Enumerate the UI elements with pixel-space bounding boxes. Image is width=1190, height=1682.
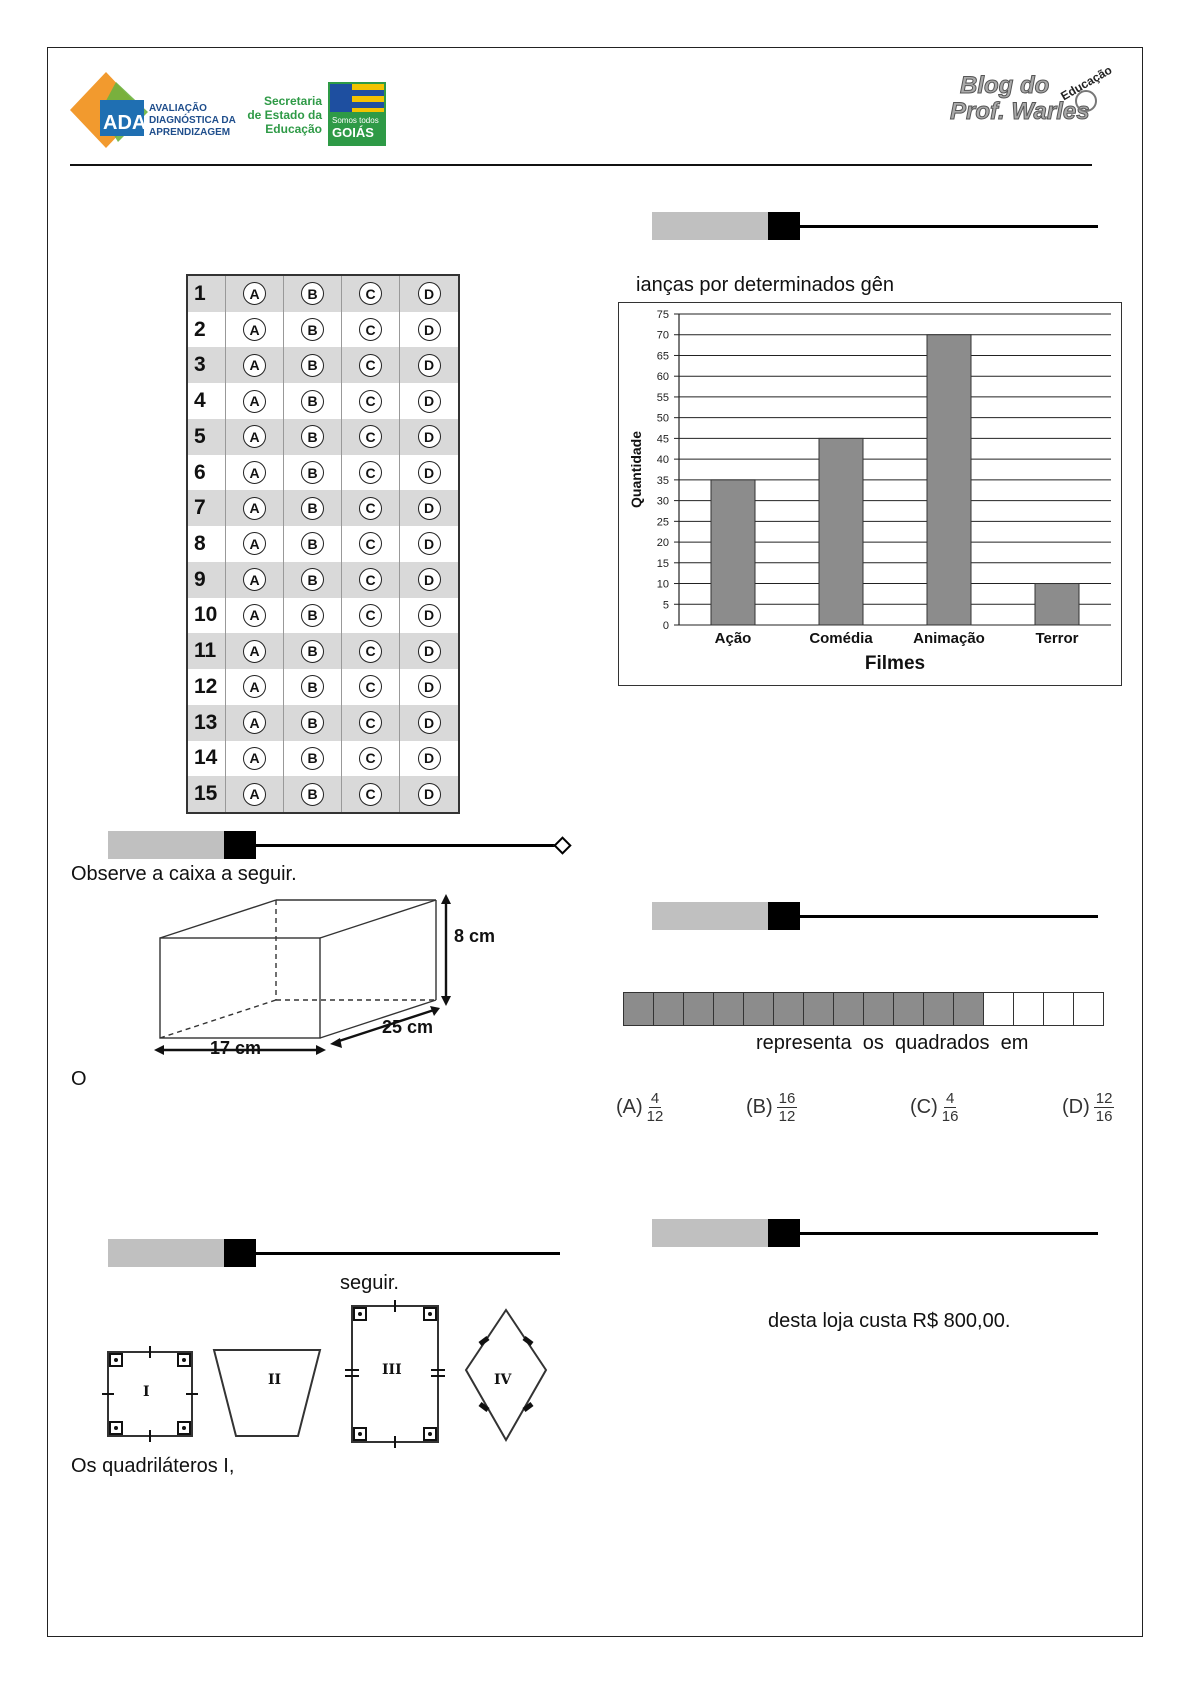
answer-cell <box>226 776 284 812</box>
answer-bubble-d[interactable]: D <box>418 354 441 377</box>
blog-logo <box>950 62 1120 132</box>
shaded-square <box>803 992 834 1026</box>
answer-bubble-c[interactable]: C <box>359 568 382 591</box>
secretaria-line-3: Educação <box>265 122 322 136</box>
answer-bubble-d[interactable]: D <box>418 390 441 413</box>
answer-row-number: 1 <box>188 276 226 312</box>
shaded-square <box>893 992 924 1026</box>
answer-bubble-d[interactable]: D <box>418 747 441 770</box>
answer-row-number: 7 <box>188 490 226 526</box>
option-a-label: (A) <box>616 1096 643 1118</box>
empty-square <box>1073 992 1104 1026</box>
answer-bubble-d[interactable]: D <box>418 675 441 698</box>
answer-cell <box>400 598 458 634</box>
answer-row <box>188 741 458 777</box>
shaded-square <box>773 992 804 1026</box>
secretaria-line-2: de Estado da <box>247 108 322 122</box>
answer-bubble-a[interactable]: A <box>243 282 266 305</box>
y-tick-label: 5 <box>662 599 669 612</box>
answer-row-number: 5 <box>188 419 226 455</box>
option-c[interactable] <box>910 1090 958 1125</box>
answer-bubble-b[interactable]: B <box>301 675 324 698</box>
answer-row <box>188 526 458 562</box>
globe-icon <box>1075 90 1097 112</box>
answer-cell <box>284 598 342 634</box>
box-figure <box>150 892 510 1062</box>
box-after: O <box>71 1068 87 1090</box>
answer-bubble-c[interactable]: C <box>359 604 382 627</box>
answer-cell <box>342 741 400 777</box>
answer-cell <box>284 383 342 419</box>
answer-cell <box>226 562 284 598</box>
answer-cell <box>226 490 284 526</box>
answer-cell <box>226 383 284 419</box>
ada-text-2: DIAGNÓSTICA DA <box>149 115 236 126</box>
answer-cell <box>342 633 400 669</box>
answer-cell <box>226 419 284 455</box>
bar-comédia <box>819 438 863 625</box>
y-tick-label: 70 <box>656 329 669 342</box>
question-header-bar <box>108 1239 560 1267</box>
quad-label-3: III <box>382 1362 402 1378</box>
answer-cell <box>226 276 284 312</box>
answer-row <box>188 276 458 312</box>
quad-after: Os quadriláteros I, <box>71 1455 235 1477</box>
y-tick-label: 20 <box>656 537 669 550</box>
answer-cell <box>400 562 458 598</box>
x-tick-label: Ação <box>714 630 752 647</box>
answer-cell <box>284 669 342 705</box>
answer-cell <box>400 276 458 312</box>
option-b-num: 16 <box>778 1090 796 1107</box>
answer-row-number: 14 <box>188 741 226 777</box>
y-tick-label: 30 <box>656 495 669 508</box>
empty-square <box>1043 992 1074 1026</box>
answer-bubble-d[interactable]: D <box>418 568 441 591</box>
answer-bubble-c[interactable]: C <box>359 497 382 520</box>
answer-row <box>188 347 458 383</box>
option-d-den: 16 <box>1095 1108 1113 1125</box>
blog-tag: Educação <box>1058 62 1115 104</box>
answer-bubble-c[interactable]: C <box>359 532 382 555</box>
answer-row-number: 3 <box>188 347 226 383</box>
box-dim-depth: 25 cm <box>382 1017 434 1037</box>
header-rule <box>70 164 1092 166</box>
answer-grid <box>186 274 460 814</box>
box-intro: Observe a caixa a seguir. <box>71 863 297 885</box>
answer-row-number: 11 <box>188 633 226 669</box>
answer-row <box>188 455 458 491</box>
answer-cell <box>284 347 342 383</box>
answer-cell <box>284 419 342 455</box>
fraction-squares <box>623 992 1125 1026</box>
answer-cell <box>400 455 458 491</box>
answer-cell <box>400 312 458 348</box>
answer-row-number: 12 <box>188 669 226 705</box>
secretaria-text <box>238 94 322 136</box>
ada-text-3: APRENDIZAGEM <box>149 127 231 138</box>
shaded-square <box>713 992 744 1026</box>
answer-bubble-c[interactable]: C <box>359 461 382 484</box>
answer-row <box>188 776 458 812</box>
answer-cell <box>284 276 342 312</box>
answer-bubble-d[interactable]: D <box>418 497 441 520</box>
shaded-square <box>923 992 954 1026</box>
y-tick-label: 40 <box>656 454 669 467</box>
answer-bubble-a[interactable]: A <box>243 640 266 663</box>
bar-animação <box>927 335 971 625</box>
answer-bubble-a[interactable]: A <box>243 568 266 591</box>
answer-cell <box>342 347 400 383</box>
ada-text-1: AVALIAÇÃO <box>149 103 207 114</box>
answer-cell <box>226 526 284 562</box>
answer-row <box>188 633 458 669</box>
answer-cell <box>342 562 400 598</box>
answer-cell <box>284 526 342 562</box>
answer-bubble-c[interactable]: C <box>359 640 382 663</box>
answer-bubble-b[interactable]: B <box>301 497 324 520</box>
answer-row <box>188 562 458 598</box>
answer-bubble-c[interactable]: C <box>359 675 382 698</box>
shaded-square <box>623 992 654 1026</box>
answer-row <box>188 490 458 526</box>
y-tick-label: 10 <box>656 578 669 591</box>
answer-bubble-a[interactable]: A <box>243 318 266 341</box>
option-b-den: 12 <box>778 1108 796 1125</box>
answer-bubble-c[interactable]: C <box>359 747 382 770</box>
answer-bubble-c[interactable]: C <box>359 711 382 734</box>
bar-ação <box>711 480 755 625</box>
chart-intro: ianças por determinados gên <box>636 274 894 296</box>
shaded-square <box>833 992 864 1026</box>
goias-logo <box>328 82 386 146</box>
answer-bubble-b[interactable]: B <box>301 604 324 627</box>
answer-bubble-c[interactable]: C <box>359 282 382 305</box>
option-a-num: 4 <box>650 1090 660 1107</box>
answer-cell <box>400 741 458 777</box>
answer-row <box>188 312 458 348</box>
answer-bubble-d[interactable]: D <box>418 604 441 627</box>
answer-cell <box>342 383 400 419</box>
answer-cell <box>342 419 400 455</box>
answer-cell <box>342 705 400 741</box>
answer-cell <box>342 598 400 634</box>
goias-big: GOIÁS <box>332 125 374 140</box>
answer-bubble-d[interactable]: D <box>418 318 441 341</box>
answer-cell <box>342 312 400 348</box>
answer-cell <box>284 705 342 741</box>
answer-bubble-b[interactable]: B <box>301 640 324 663</box>
answer-bubble-c[interactable]: C <box>359 318 382 341</box>
y-tick-label: 65 <box>656 350 669 363</box>
answer-bubble-b[interactable]: B <box>301 282 324 305</box>
answer-cell <box>400 383 458 419</box>
box-dim-width: 17 cm <box>210 1038 262 1058</box>
ada-mark: ADA <box>103 112 147 134</box>
answer-cell <box>226 633 284 669</box>
shaded-square <box>863 992 894 1026</box>
answer-row <box>188 383 458 419</box>
blog-line-2: Prof. Warles <box>950 98 1090 125</box>
x-tick-label: Comédia <box>809 630 873 647</box>
answer-row-number: 9 <box>188 562 226 598</box>
answer-cell <box>400 776 458 812</box>
option-d-label: (D) <box>1062 1096 1090 1118</box>
y-tick-label: 15 <box>656 557 669 570</box>
empty-square <box>1013 992 1044 1026</box>
y-tick-label: 25 <box>656 516 669 529</box>
answer-cell <box>226 669 284 705</box>
empty-square <box>983 992 1014 1026</box>
option-a-den: 12 <box>646 1108 664 1125</box>
answer-cell <box>284 312 342 348</box>
y-tick-label: 60 <box>656 371 669 384</box>
answer-cell <box>400 490 458 526</box>
answer-bubble-d[interactable]: D <box>418 282 441 305</box>
question-header-bar <box>108 831 568 859</box>
answer-bubble-a[interactable]: A <box>243 497 266 520</box>
answer-bubble-d[interactable]: D <box>418 425 441 448</box>
answer-bubble-b[interactable]: B <box>301 318 324 341</box>
answer-row <box>188 419 458 455</box>
y-tick-label: 75 <box>656 309 669 321</box>
answer-cell <box>284 741 342 777</box>
answer-bubble-b[interactable]: B <box>301 354 324 377</box>
y-tick-label: 50 <box>656 412 669 425</box>
answer-cell <box>226 312 284 348</box>
answer-cell <box>284 490 342 526</box>
option-b[interactable] <box>746 1090 797 1125</box>
quad-intro: seguir. <box>340 1272 399 1294</box>
answer-cell <box>342 455 400 491</box>
store-text: desta loja custa R$ 800,00. <box>768 1310 1011 1332</box>
answer-bubble-a[interactable]: A <box>243 461 266 484</box>
answer-cell <box>226 705 284 741</box>
answer-bubble-a[interactable]: A <box>243 675 266 698</box>
y-tick-label: 55 <box>656 391 669 404</box>
bar-terror <box>1035 584 1079 625</box>
answer-bubble-a[interactable]: A <box>243 532 266 555</box>
answer-row-number: 8 <box>188 526 226 562</box>
y-axis-label: Quantidade <box>628 430 644 509</box>
option-c-label: (C) <box>910 1096 938 1118</box>
answer-bubble-b[interactable]: B <box>301 747 324 770</box>
answer-bubble-a[interactable]: A <box>243 425 266 448</box>
answer-cell <box>342 669 400 705</box>
option-d[interactable] <box>1062 1090 1114 1125</box>
answer-row-number: 4 <box>188 383 226 419</box>
answer-row-number: 10 <box>188 598 226 634</box>
answer-cell <box>226 741 284 777</box>
answer-cell <box>400 419 458 455</box>
answer-cell <box>226 347 284 383</box>
blog-line-1: Blog do <box>960 72 1050 99</box>
answer-row-number: 6 <box>188 455 226 491</box>
question-header-bar <box>652 902 1098 930</box>
goias-small: Somos todos <box>332 116 379 125</box>
answer-bubble-d[interactable]: D <box>418 783 441 806</box>
x-tick-label: Animação <box>913 630 985 647</box>
answer-bubble-a[interactable]: A <box>243 604 266 627</box>
answer-cell <box>400 633 458 669</box>
answer-bubble-c[interactable]: C <box>359 783 382 806</box>
answer-bubble-d[interactable]: D <box>418 461 441 484</box>
y-tick-label: 35 <box>656 474 669 487</box>
x-tick-label: Terror <box>1035 630 1079 647</box>
quadrilaterals-figure <box>96 1300 556 1450</box>
shaded-square <box>743 992 774 1026</box>
quad-label-1: I <box>143 1384 150 1400</box>
option-b-label: (B) <box>746 1096 773 1118</box>
answer-cell <box>400 705 458 741</box>
shaded-square <box>953 992 984 1026</box>
answer-row <box>188 669 458 705</box>
y-tick-label: 45 <box>656 433 669 446</box>
answer-cell <box>284 776 342 812</box>
answer-bubble-c[interactable]: C <box>359 425 382 448</box>
answer-row <box>188 705 458 741</box>
answer-cell <box>342 276 400 312</box>
question-header-bar <box>652 1219 1098 1247</box>
answer-cell <box>226 455 284 491</box>
quad-label-2: II <box>268 1372 282 1388</box>
answer-cell <box>226 598 284 634</box>
answer-row-number: 2 <box>188 312 226 348</box>
shaded-square <box>653 992 684 1026</box>
bar-chart <box>619 303 1121 685</box>
answer-bubble-d[interactable]: D <box>418 711 441 734</box>
answer-cell <box>284 562 342 598</box>
answer-cell <box>284 633 342 669</box>
answer-bubble-b[interactable]: B <box>301 783 324 806</box>
answer-bubble-d[interactable]: D <box>418 640 441 663</box>
goias-flag <box>330 84 384 112</box>
answer-bubble-a[interactable]: A <box>243 711 266 734</box>
answer-bubble-b[interactable]: B <box>301 390 324 413</box>
answer-bubble-b[interactable]: B <box>301 532 324 555</box>
shaded-square <box>683 992 714 1026</box>
answer-bubble-a[interactable]: A <box>243 747 266 770</box>
x-axis-label: Filmes <box>864 653 926 674</box>
answer-cell <box>342 490 400 526</box>
answer-bubble-b[interactable]: B <box>301 568 324 591</box>
y-tick-label: 0 <box>662 620 669 632</box>
option-a[interactable] <box>616 1090 663 1125</box>
answer-cell <box>284 455 342 491</box>
option-d-num: 12 <box>1095 1090 1113 1107</box>
box-dim-height: 8 cm <box>454 926 496 946</box>
secretaria-line-1: Secretaria <box>263 94 322 108</box>
answer-cell <box>342 776 400 812</box>
answer-bubble-c[interactable]: C <box>359 390 382 413</box>
answer-bubble-b[interactable]: B <box>301 425 324 448</box>
answer-bubble-b[interactable]: B <box>301 711 324 734</box>
answer-row <box>188 598 458 634</box>
quad-label-4: IV <box>494 1372 512 1388</box>
answer-bubble-a[interactable]: A <box>243 354 266 377</box>
answer-bubble-a[interactable]: A <box>243 390 266 413</box>
answer-cell <box>400 347 458 383</box>
answer-cell <box>342 526 400 562</box>
fraction-text: representa os quadrados em <box>756 1032 1029 1054</box>
option-c-den: 16 <box>941 1108 959 1125</box>
answer-cell <box>400 526 458 562</box>
answer-bubble-d[interactable]: D <box>418 532 441 555</box>
answer-bubble-c[interactable]: C <box>359 354 382 377</box>
answer-cell <box>400 669 458 705</box>
answer-bubble-a[interactable]: A <box>243 783 266 806</box>
chart-frame <box>618 302 1122 686</box>
question-header-bar <box>652 212 1098 240</box>
answer-row-number: 13 <box>188 705 226 741</box>
answer-bubble-b[interactable]: B <box>301 461 324 484</box>
option-c-num: 4 <box>945 1090 955 1107</box>
answer-row-number: 15 <box>188 776 226 812</box>
